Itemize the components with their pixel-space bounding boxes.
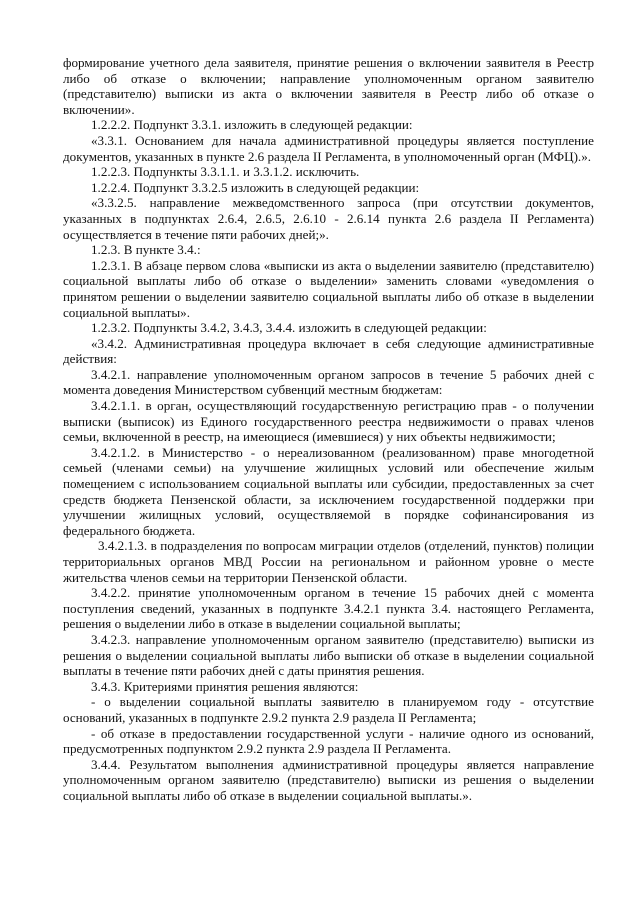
document-page [63,55,594,804]
paragraph-1-2-2-3: 1.2.2.3. Подпункты 3.3.1.1. и 3.3.1.2. исключить. [91,164,360,180]
paragraph-quote-3-3-2-5: «3.3.2.5. направление межведомственного запроса (при отсутствии документов, указанных в подпунктах 2.6.4, 2.6.5, 2.6.10 - 2.6.14 пункта 2.6 раздела II Регламента) осуществляется в течение пяти рабочих дней;». [63,195,594,242]
paragraph-3-4-2-1-2: 3.4.2.1.2. в Министерство - о нереализованном (реализованном) праве многодетной семьей (членами семьи) на улучшение жилищных условий или обеспечение жилым помещением с использованием социальной выплаты или субсидии, предоставленных за счет средств бюджета Пензенской области, за исключением государственной поддержки при улучшении жилищных условий, осуществляемой в порядке софинансирования из федерального бюджета. [63,444,594,538]
paragraph-quote-3-4-2: «3.4.2. Административная процедура включает в себя следующие административные действия: [63,335,594,367]
paragraph-1-2-2-4: 1.2.2.4. Подпункт 3.3.2.5 изложить в следующей редакции: [91,179,420,195]
paragraph-3-4-2-1: 3.4.2.1. направление уполномоченным органом запросов в течение 5 рабочих дней с момента доведения Министерством субвенций местным бюджетам: [63,366,594,398]
paragraph-1-2-3-2: 1.2.3.2. Подпункты 3.4.2, 3.4.3, 3.4.4. изложить в следующей редакции: [91,320,487,336]
paragraph-1-2-3-1: 1.2.3.1. В абзаце первом слова «выписки из акта о выделении заявителю (представителю) социальной выплаты либо об отказе о выделении» заменить словами «уведомления о принятом решении о выделении заявителю социальной выплаты либо об отказе в выделении социальной выплаты». [63,257,594,320]
list-item-criterion-grant: - о выделении социальной выплаты заявителю в планируемом году - отсутствие оснований, указанных в подпункте 2.9.2 пункта 2.9 раздела II Регламента; [63,694,594,725]
list-item-criterion-refusal: - об отказе в предоставлении государственной услуги - наличие одного из оснований, предусмотренных подпунктом 2.9.2 пункта 2.9 раздела II Регламента. [63,725,594,757]
paragraph-3-4-4: 3.4.4. Результатом выполнения административной процедуры является направление уполномоченным органом заявителю (представителю) выписки из решения о выделении социальной выплаты либо об отказе в выделении социальной выплаты.». [63,756,594,803]
paragraph-3-4-2-3: 3.4.2.3. направление уполномоченным органом заявителю (представителю) выписки из решения о выделении социальной выплаты либо выписки об отказе в выделении социальной выплаты в течение пяти рабочих дней с даты принятия решения. [63,631,594,679]
paragraph-3-4-2-2: 3.4.2.2. принятие уполномоченным органом в течение 15 рабочих дней с момента поступления сведений, указанных в подпункте 3.4.2.1 пункта 3.4. настоящего Регламента, решения о выделении либо в отказе в выделении социальной выплаты; [63,585,594,632]
paragraph-quote-3-3-1: «3.3.1. Основанием для начала административной процедуры является поступление документов, указанных в пункте 2.6 раздела II Регламента, в уполномоченный орган (МФЦ).». [63,132,594,164]
paragraph-3-4-3: 3.4.3. Критериями принятия решения являются: [91,678,359,694]
paragraph-1-2-3: 1.2.3. В пункте 3.4.: [91,242,201,258]
paragraph-1-2-2-2: 1.2.2.2. Подпункт 3.3.1. изложить в следующей редакции: [91,117,413,133]
paragraph-3-4-2-1-1: 3.4.2.1.1. в орган, осуществляющий государственную регистрацию прав - о получении выписки (выписок) из Единого государственного реестра недвижимости о правах членов семьи, включенной в реестр, на имеющиеся (имевшиеся) у них объекты недвижимости; [63,398,594,445]
paragraph-3-4-2-1-3: 3.4.2.1.3. в подразделения по вопросам миграции отделов (отделений, пунктов) полиции территориальных органов МВД России на региональном и районном уровне о месте жительства членов семьи на территории Пензенской области. [63,538,594,585]
paragraph-continuation: формирование учетного дела заявителя, принятие решения о включении заявителя в Реестр либо об отказе о включении; направление уполномоченным органом заявителю (представителю) выписки из акта о включении заявителя в Реестр либо об отказе о включении». [63,55,594,117]
